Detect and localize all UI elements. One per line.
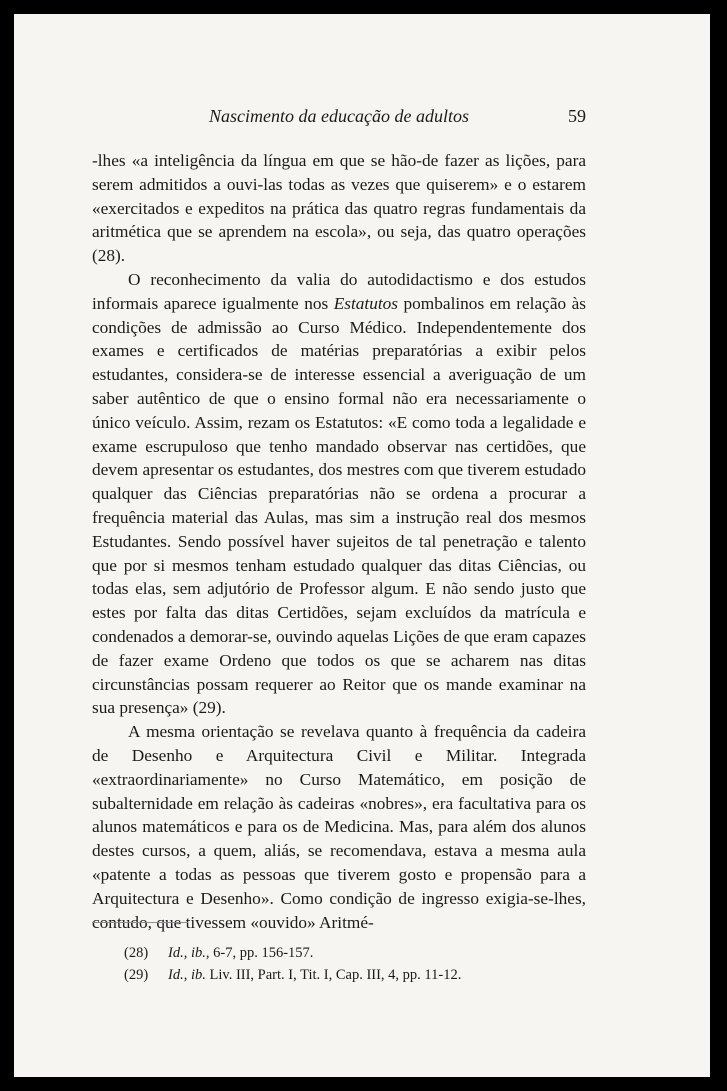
footnote-ib: ib.: [190, 967, 206, 983]
footnote-29: [124, 964, 564, 986]
footnote-ib: ib.,: [190, 945, 210, 961]
paragraph-2-text-rest: pombalinos em relação às condições de admissão ao Curso Médico. Independentemente dos exames e certificados de matérias preparatórias a exibir pelos estudantes, considera-se de interesse essencial a averiguação de um saber autêntico de que o ensino formal não era necessariamente o único veículo. Assim, rezam os Estatutos: «E como toda a legalidade e exame escrupuloso que tenho mandado observar nas certidões, que devem apresentar os estudantes, dos mestres com que tiverem estudado qualquer das Ciências preparatórias não se ordena a procurar a frequência material das Aulas, mas sim a instrução real dos mesmos Estudantes. Sendo possível haver sujeitos de tal penetração e talento que por si mesmos tenham estudado qualquer das ditas Ciências, ou todas elas, sem adjutório de Professor algum. E não sendo justo que estes por falta das ditas Certidões, sejam excluídos da matrícula e condenados a demorar-se, ouvindo aquelas Lições de que eram capazes de fazer exame Ordeno que todos os que se acharem nas ditas circunstâncias possam requerer ao Reitor que os mande examinar na sua presença» (29).: [92, 293, 587, 718]
footnote-id: Id.,: [168, 967, 188, 983]
book-page: [14, 14, 710, 1077]
footnote-id: Id.,: [168, 945, 188, 961]
paragraph-1: -lhes «a inteligência da língua em que se hão-de fazer as lições, para serem admitidos a ouvi-las todas as vezes que quiserem» e o estarem «exercitados e expeditos na prática das quatro regras fundamentais da aritmética que se aprendem na escola», ou seja, das quatro operações (28).: [92, 151, 586, 266]
paragraph-3: A mesma orientação se revelava quanto à frequência da cadeira de Desenho e Arquitectura Civil e Militar. Integrada «extraordinariamente» no Curso Matemático, em posição de subalternidade em relação às cadeiras «nobres», era facultativa para os alunos matemáticos e para os de Medicina. Mas, para além dos alunos destes cursos, a quem, aliás, se recomendava, estava a mesma aula «patente a todas as pessoas que tiverem gosto e propensão para a Arquitectura e Desenho». Como condição de ingresso exigia-se-lhes, contudo, que tivessem «ouvido» Aritmé-: [92, 722, 586, 932]
body-text: [92, 149, 586, 934]
footnote-number: (28): [124, 945, 149, 961]
paragraph-2-text-start: O reconhecimento da valia do autodidactismo e dos estudos informais aparece igualmente nos: [92, 269, 586, 313]
running-head: [92, 106, 586, 130]
estatutos-italic: Estatutos: [333, 293, 399, 313]
footnote-28: [124, 942, 564, 964]
footnote-reference: Liv. III, Part. I, Tit. I, Cap. III, 4, pp. 11-12.: [209, 967, 462, 983]
page-number: 59: [568, 106, 586, 126]
footnote-divider: [92, 922, 188, 923]
footnote-reference: 6-7, pp. 156-157.: [213, 945, 314, 961]
footnotes: [124, 942, 564, 986]
running-title: Nascimento da educação de adultos: [209, 106, 469, 126]
footnote-number: (29): [124, 967, 149, 983]
paragraph-2: [92, 268, 586, 720]
